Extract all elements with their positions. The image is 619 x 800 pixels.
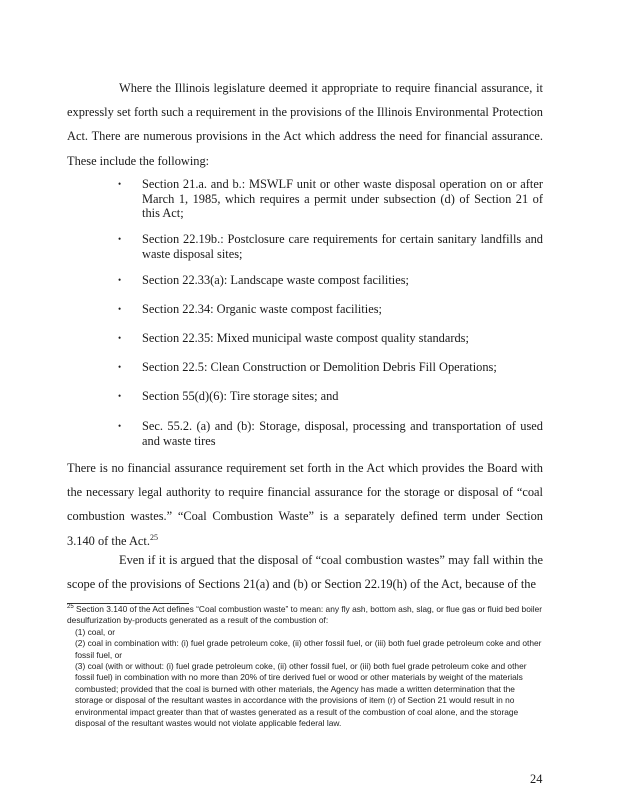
bullet-icon: • bbox=[118, 234, 122, 244]
closing-paragraph: Even if it is argued that the disposal of “coal combustion wastes” may fall within the scope of the provisions of Sections 21(a) and (b) or Section 22.19(h) of the Act, because of the bbox=[67, 553, 543, 592]
footnote-intro bbox=[67, 604, 543, 627]
footnote-item: (3) coal (with or without: (i) fuel grade petroleum coke, (ii) other fossil fuel, or (iii) both fuel grade petroleum coke and other fossil fuel) in combination with no more than 20% of tire derived fuel or wood or other materials by weight of the materials combusted; provided that the coal is burned with other materials, the Agency has made a written determination that the storage or disposal of the resultant wastes in accordance with the provisions of item (r) of Section 21 would result in no environmental impact greater than that of wastes generated as a result of the combustion of coal alone, and the storage disposal of the resultant wastes would not violate applicable federal law. bbox=[75, 661, 527, 729]
bullet-icon: • bbox=[118, 391, 122, 401]
bullet-icon: • bbox=[118, 275, 122, 285]
bullet-icon: • bbox=[118, 362, 122, 372]
list-item bbox=[120, 177, 543, 221]
list-item bbox=[120, 419, 543, 448]
intro-paragraph: Where the Illinois legislature deemed it appropriate to require financial assurance, it expressly set forth such a requirement in the provisions of the Illinois Environmental Protection Act. There are numerous provisions in the Act which address the need for financial assurance. These include the following: bbox=[67, 81, 543, 168]
footnote-reference: 25 bbox=[149, 532, 158, 542]
list-item bbox=[120, 273, 543, 288]
list-item bbox=[120, 232, 543, 261]
footnote-marker: 25 bbox=[67, 604, 74, 611]
list-item-text: Section 22.34: Organic waste compost facilities; bbox=[142, 302, 382, 316]
bullet-icon: • bbox=[118, 421, 122, 431]
page-number: 24 bbox=[530, 772, 543, 786]
list-item-text: Section 22.19b.: Postclosure care requirements for certain sanitary landfills and waste disposal sites; bbox=[142, 232, 543, 261]
list-item-text: Section 22.35: Mixed municipal waste compost quality standards; bbox=[142, 331, 469, 345]
bullet-icon: • bbox=[118, 304, 122, 314]
list-item-text: Section 21.a. and b.: MSWLF unit or other waste disposal operation on or after March 1, 1985, which requires a permit under subsection (d) of Section 21 of this Act; bbox=[142, 177, 543, 221]
list-item bbox=[120, 389, 543, 404]
list-item-text: Section 22.5: Clean Construction or Demolition Debris Fill Operations; bbox=[142, 360, 497, 374]
footnote-item: (2) coal in combination with: (i) fuel grade petroleum coke, (ii) other fossil fuel, or (iii) both fuel grade petroleum coke and other fossil fuel, or bbox=[75, 638, 542, 660]
footnote-intro-text: Section 3.140 of the Act defines “Coal combustion waste” to mean: any fly ash, bottom ash, slag, or flue gas or fluid bed boiler desulfurization by-products generated as a result of the combustion of: bbox=[67, 604, 543, 626]
footnote bbox=[67, 604, 543, 729]
bullet-icon: • bbox=[118, 179, 122, 189]
paragraph-text: There is no financial assurance requirement set forth in the Act which provides the Board with the necessary legal authority to require financial assurance for the storage or disposal of “coal combustion wastes.” “Coal Combustion Waste” is a separately defined term under Section 3.140 of the Act. bbox=[67, 461, 543, 548]
list-item-text: Section 22.33(a): Landscape waste compost facilities; bbox=[142, 273, 410, 287]
list-item-text: Section 55(d)(6): Tire storage sites; and bbox=[142, 389, 339, 403]
footnote-item: (1) coal, or bbox=[75, 626, 116, 637]
list-item bbox=[120, 360, 543, 375]
list-item bbox=[120, 331, 543, 346]
no-requirement-paragraph bbox=[67, 456, 543, 553]
list-item-text: Sec. 55.2. (a) and (b): Storage, disposal, processing and transportation of used and waste tires bbox=[142, 419, 543, 448]
list-item bbox=[120, 302, 543, 317]
bullet-icon: • bbox=[118, 333, 122, 343]
